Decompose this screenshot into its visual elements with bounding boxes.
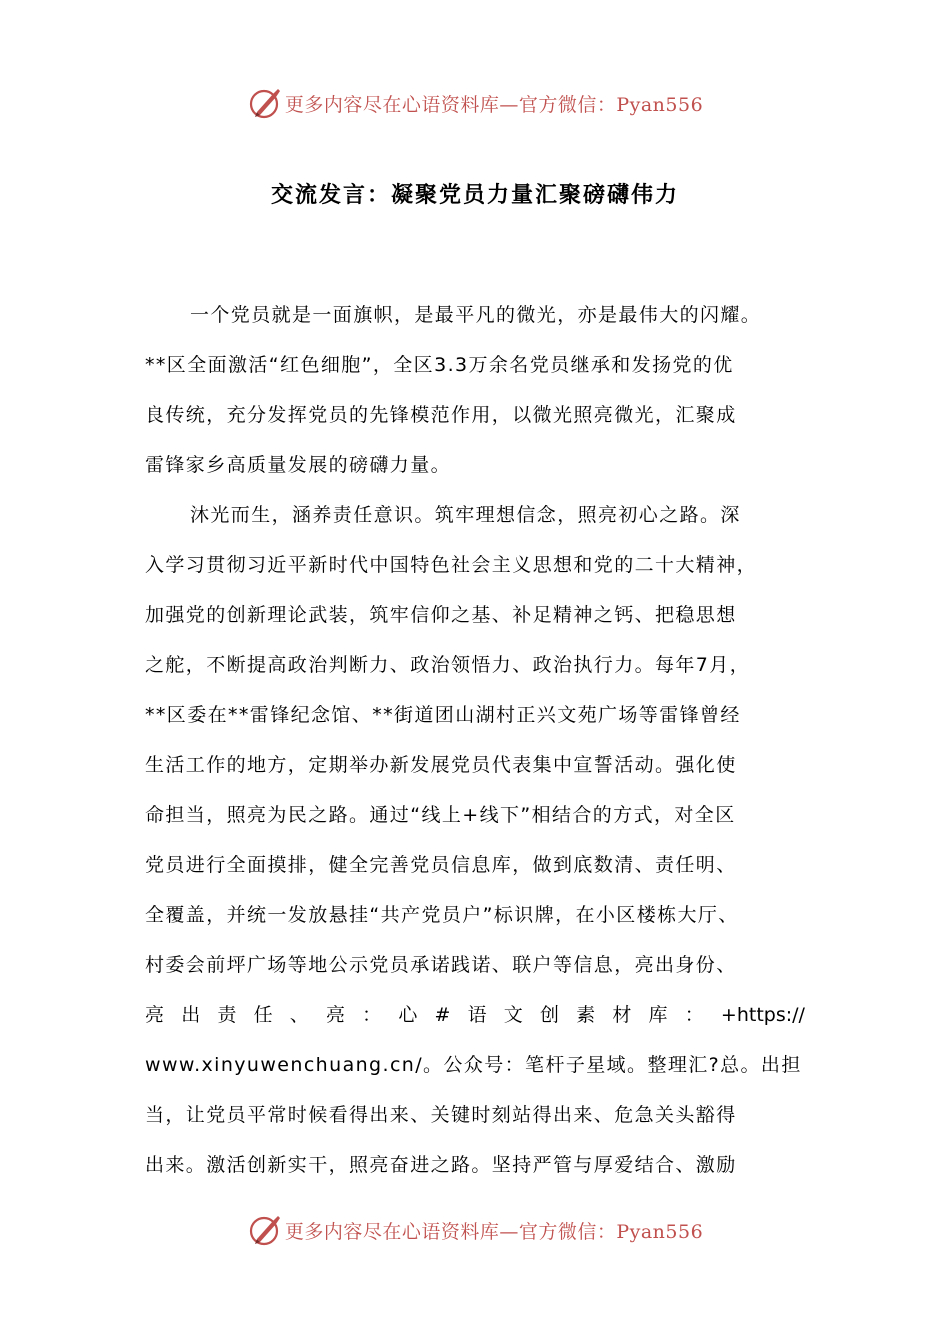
body-line: 良传统，充分发挥党员的先锋模范作用，以微光照亮微光，汇聚成 [145,404,737,426]
justified-char: 创 [539,1004,559,1026]
justified-char: 素 [576,1004,596,1026]
justified-char: # [434,1004,451,1026]
justified-char: ： [684,1004,704,1026]
pen-logo-icon [247,85,283,121]
justified-char: 、 [289,1004,309,1026]
body-line: 村委会前坪广场等地公示党员承诺践诺、联户等信息，亮出身份、 [145,954,737,976]
body-line: **区委在**雷锋纪念馆、**街道团山湖村正兴文苑广场等雷锋曾经 [145,704,741,726]
document-body [145,290,805,1190]
body-line: 当，让党员平常时候看得出来、关键时刻站得出来、危急关头豁得 [145,1104,737,1126]
justified-char: 库 [648,1004,668,1026]
body-line: 之舵，不断提高政治判断力、政治领悟力、政治执行力。每年7月， [145,654,751,676]
justified-char: ： [362,1004,382,1026]
body-line: www.xinyuwenchuang.cn/。公众号：笔杆子星域。整理汇?总。出担 [145,1054,802,1076]
wechat-id: Pyan556 [616,1220,704,1243]
footer-watermark-banner [0,1210,950,1250]
body-line: 入学习贯彻习近平新时代中国特色社会主义思想和党的二十大精神， [145,554,758,576]
justified-char: 出 [181,1004,201,1026]
justified-char: 材 [612,1004,632,1026]
justified-char: +https:// [720,1004,805,1026]
justified-char: 亮 [145,1004,165,1026]
body-line-justified [145,990,805,1040]
body-line: 加强党的创新理论武装，筑牢信仰之基、补足精神之钙、把稳思想 [145,604,737,626]
body-line: 命担当，照亮为民之路。通过“线上+线下”相结合的方式，对全区 [145,804,736,826]
header-watermark-text: 更多内容尽在心语资料库—官方微信：Pyan556 [284,93,704,116]
footer-watermark-text: 更多内容尽在心语资料库—官方微信：Pyan556 [284,1220,704,1243]
justified-char: 语 [467,1004,487,1026]
justified-char: 任 [253,1004,273,1026]
body-line: 出来。激活创新实干，照亮奋进之路。坚持严管与厚爱结合、激励 [145,1154,737,1176]
body-line: 一个党员就是一面旗帜，是最平凡的微光，亦是最伟大的闪耀。 [190,304,762,326]
justified-char: 亮 [325,1004,345,1026]
body-line: 沐光而生，涵养责任意识。筑牢理想信念，照亮初心之路。深 [190,504,741,526]
document-title: 交流发言：凝聚党员力量汇聚磅礴伟力 [270,183,679,208]
wechat-id: Pyan556 [616,93,704,116]
justified-char: 文 [503,1004,523,1026]
body-line: 全覆盖，并统一发放悬挂“共产党员户”标识牌，在小区楼栋大厅、 [145,904,739,926]
body-line: 党员进行全面摸排，健全完善党员信息库，做到底数清、责任明、 [145,854,737,876]
body-line: 生活工作的地方，定期举办新发展党员代表集中宣誓活动。强化使 [145,754,737,776]
body-line: **区全面激活“红色细胞”，全区3.3万余名党员继承和发扬党的优 [145,354,734,376]
pen-logo-icon [247,1212,283,1248]
header-watermark-banner [0,83,950,123]
body-line: 雷锋家乡高质量发展的磅礴力量。 [145,454,452,476]
justified-char: 心 [398,1004,418,1026]
justified-char: 责 [217,1004,237,1026]
